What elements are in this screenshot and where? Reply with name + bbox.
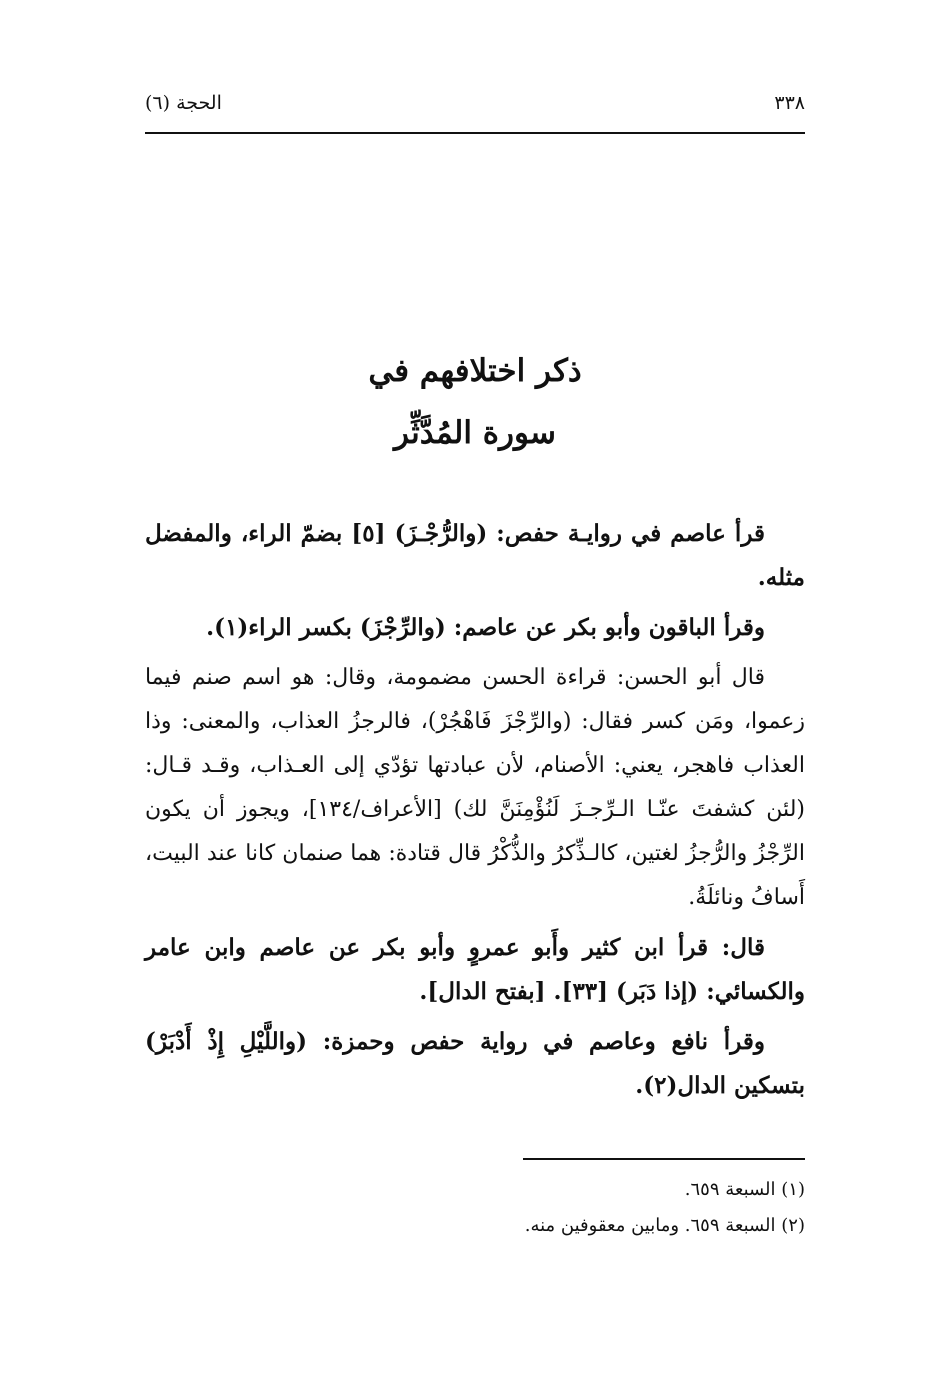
footnote-rule <box>523 1158 805 1160</box>
footnote-2: (٢) السبعة ٦٥٩. ومابين معقوفين منه. <box>524 1215 805 1236</box>
paragraph-4: قال: قرأ ابن كثير وأَبو عمروٍ وأبو بكر عن عاصم وابن عامر والكسائي: (إذا دَبَر) [٣٣]. [بفتح الدال]. <box>145 934 805 1005</box>
footnote-1: (١) السبعة ٦٥٩. <box>684 1179 805 1200</box>
body-text <box>145 512 805 1114</box>
paragraph-5: وقرأ نافع وعاصم في رواية حفص وحمزة: (واللَّيْلِ إِذْ أَدْبَرْ) بتسكين الدال(٢). <box>145 1028 805 1099</box>
footnotes <box>145 1172 805 1244</box>
running-header <box>145 88 805 118</box>
chapter-title-line-2: سورة المُدَّثِّر <box>394 415 556 451</box>
header-rule <box>145 132 805 134</box>
running-title: الحجة (٦) <box>145 92 222 114</box>
page-number: ٣٣٨ <box>774 92 805 114</box>
paragraph-1: قرأ عاصم في روايـة حفص: (والرُّجْـزَ) [٥] بضمّ الراء، والمفضل مثله. <box>145 520 805 591</box>
chapter-title-line-1: ذكر اختلافهم في <box>368 353 582 389</box>
paragraph-2: وقرأ الباقون وأبو بكر عن عاصم: (والرِّجْزَ) بكسر الراء(١). <box>206 614 765 641</box>
paragraph-3: قال أبو الحسن: قراءة الحسن مضمومة، وقال: هو اسم صنم فيما زعموا، ومَن كسر فقال: (والرِّجْزَ فَاهْجُرْ)، فالرجزُ العذاب، والمعنى: وذا العذاب فاهجر، يعني: الأصنام، لأن عبادتها تؤدّي إلى العـذاب، وقـد قـال: (لئن كشفتَ عنّـا الـرِّجـزَ لَنُؤْمِنَنَّ لك) [الأعراف/١٣٤]، ويجوز أن يكون الرِّجْزُ والرُّجزُ لغتين، كالـذِّكرُ والذُّكْرُ قال قتادة: هما صنمان كانا عند البيت، أَسافُ ونائلَةُ. <box>145 665 805 910</box>
chapter-title <box>145 340 805 464</box>
